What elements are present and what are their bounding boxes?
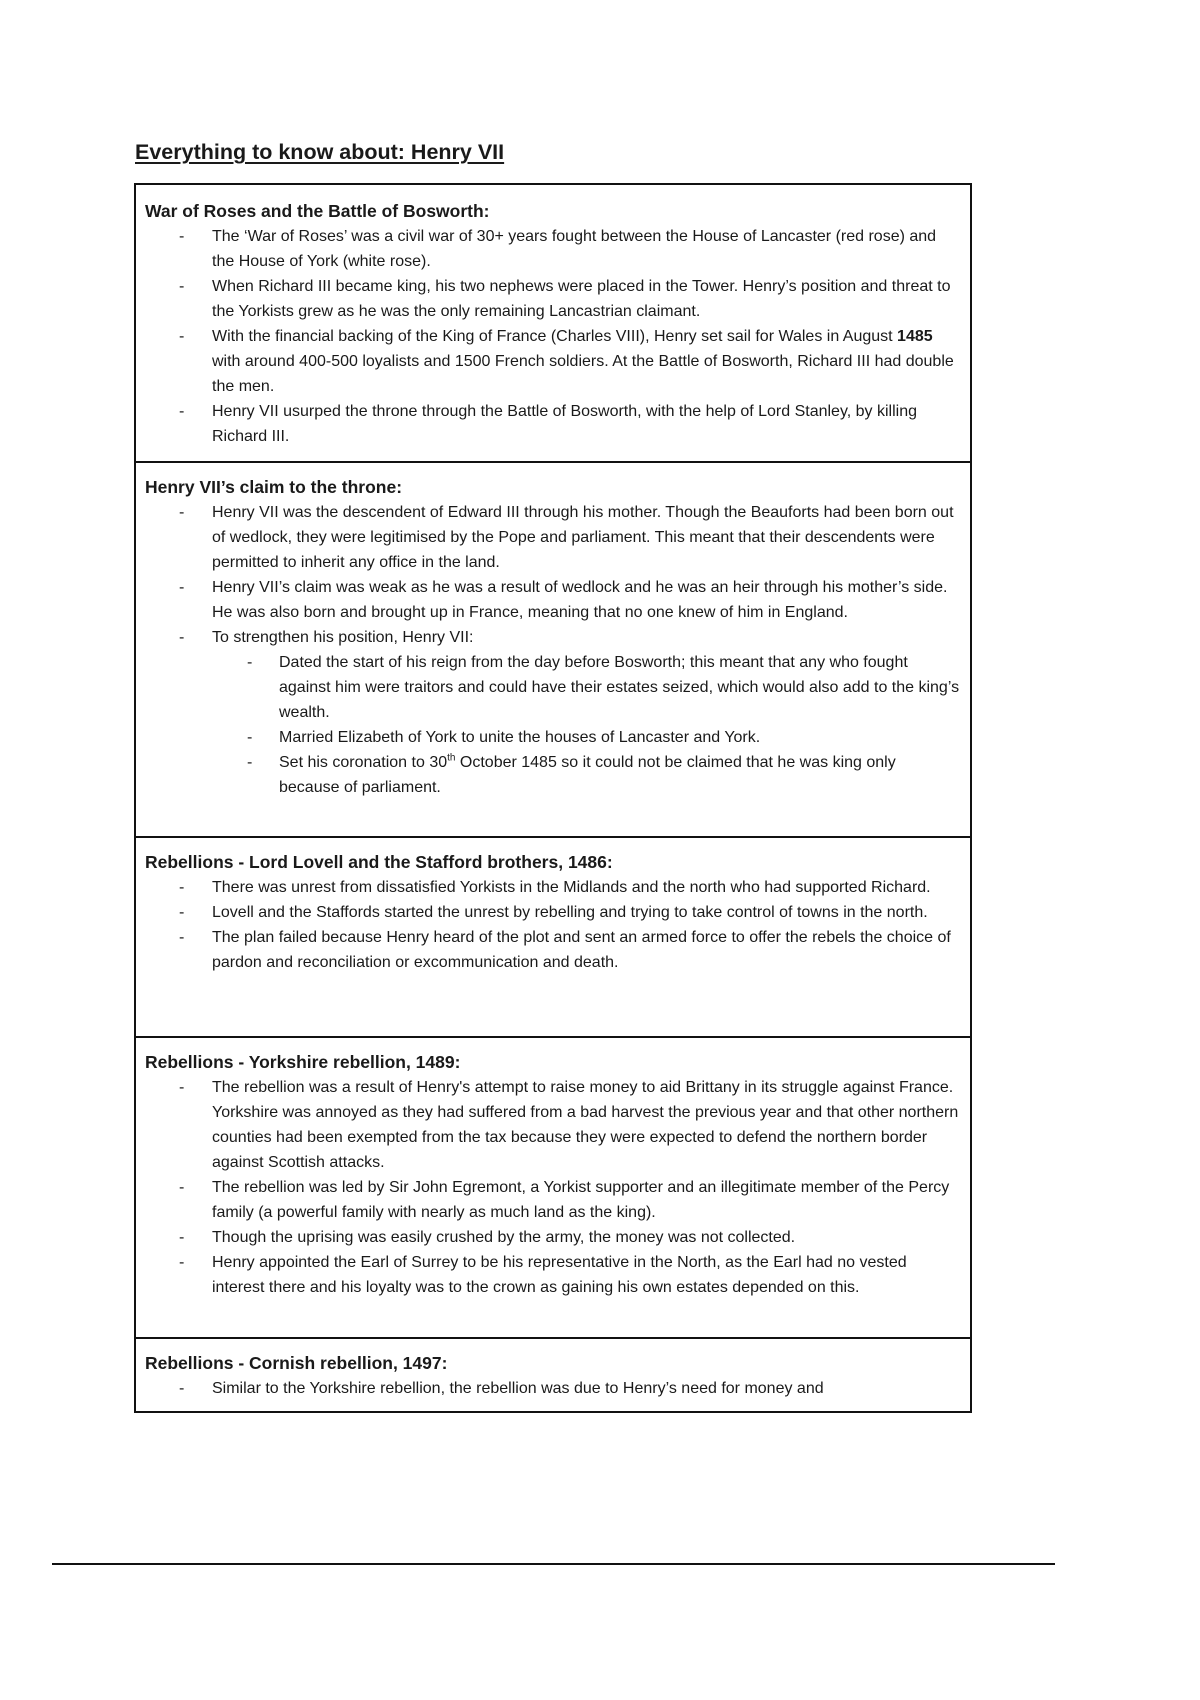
ordinal-superscript: th xyxy=(447,752,456,764)
section-claim-to-throne xyxy=(136,461,970,836)
section-yorkshire-rebellion xyxy=(136,1036,970,1337)
sub-bullet-item: - Dated the start of his reign from the day before Bosworth; this meant that any who fought against him were traitors and could have their estates seized, which would also add to the king’s wealth. xyxy=(145,650,970,725)
page-title: Everything to know about: Henry VII xyxy=(135,140,505,164)
section-heading: War of Roses and the Battle of Bosworth: xyxy=(145,201,490,221)
section-heading: Henry VII’s claim to the throne: xyxy=(145,477,403,497)
section-lovell-stafford xyxy=(136,836,970,1036)
bullet-item: - The rebellion was a result of Henry's attempt to raise money to aid Brittany in its struggle against France. Yorkshire was annoyed as they had suffered from a bad harvest the previous year and that other northern counties had been exempted from the tax because they were expected to defend the northern border against Scottish attacks. xyxy=(145,1075,970,1175)
bullet-item: - Henry appointed the Earl of Surrey to be his representative in the North, as the Earl had no vested interest there and his loyalty was to the crown as gaining his own estates depended on this. xyxy=(145,1250,970,1300)
section-heading: Rebellions - Lord Lovell and the Stafford brothers, 1486: xyxy=(145,852,613,872)
section-heading: Rebellions - Cornish rebellion, 1497: xyxy=(145,1353,448,1373)
bullet-item: - Henry VII was the descendent of Edward III through his mother. Though the Beauforts had been born out of wedlock, they were legitimised by the Pope and parliament. This meant that their descendents were permitted to inherit any office in the land. xyxy=(145,500,970,575)
bullet-item: - There was unrest from dissatisfied Yorkists in the Midlands and the north who had supported Richard. xyxy=(145,875,970,900)
footer-rule xyxy=(52,1563,1055,1565)
bold-year: 1485 xyxy=(897,328,933,345)
section-cornish-rebellion xyxy=(136,1337,970,1411)
sub-bullet-item: - Married Elizabeth of York to unite the houses of Lancaster and York. xyxy=(145,725,970,750)
section-heading: Rebellions - Yorkshire rebellion, 1489: xyxy=(145,1052,461,1072)
bullet-list xyxy=(145,875,970,975)
bullet-item: - With the financial backing of the King of France (Charles VIII), Henry set sail for Wales in August 1485 with around 400-500 loyalists and 1500 French soldiers. At the Battle of Bosworth, Richard III had double the men. xyxy=(145,324,970,399)
bullet-item: - Similar to the Yorkshire rebellion, the rebellion was due to Henry’s need for money and xyxy=(145,1376,970,1401)
bullet-list xyxy=(145,224,970,449)
notes-table xyxy=(134,183,972,1413)
bullet-item: - Henry VII’s claim was weak as he was a result of wedlock and he was an heir through his mother’s side. He was also born and brought up in France, meaning that no one knew of him in England. xyxy=(145,575,970,625)
bullet-item: - Lovell and the Staffords started the unrest by rebelling and trying to take control of towns in the north. xyxy=(145,900,970,925)
bullet-list xyxy=(145,500,970,800)
bullet-item: - When Richard III became king, his two nephews were placed in the Tower. Henry’s position and threat to the Yorkists grew as he was the only remaining Lancastrian claimant. xyxy=(145,274,970,324)
sub-bullet-item: - Set his coronation to 30th October 1485 so it could not be claimed that he was king only because of parliament. xyxy=(145,750,970,800)
bullet-item: - Though the uprising was easily crushed by the army, the money was not collected. xyxy=(145,1225,970,1250)
bullet-list xyxy=(145,1075,970,1300)
bullet-item: - The rebellion was led by Sir John Egremont, a Yorkist supporter and an illegitimate member of the Percy family (a powerful family with nearly as much land as the king). xyxy=(145,1175,970,1225)
section-war-of-roses xyxy=(136,185,970,461)
bullet-item: - The plan failed because Henry heard of the plot and sent an armed force to offer the rebels the choice of pardon and reconciliation or excommunication and death. xyxy=(145,925,970,975)
bullet-item: - To strengthen his position, Henry VII: xyxy=(145,625,970,650)
bullet-item: - Henry VII usurped the throne through the Battle of Bosworth, with the help of Lord Stanley, by killing Richard III. xyxy=(145,399,970,449)
bullet-list xyxy=(145,1376,970,1401)
bullet-item: - The ‘War of Roses’ was a civil war of 30+ years fought between the House of Lancaster (red rose) and the House of York (white rose). xyxy=(145,224,970,274)
